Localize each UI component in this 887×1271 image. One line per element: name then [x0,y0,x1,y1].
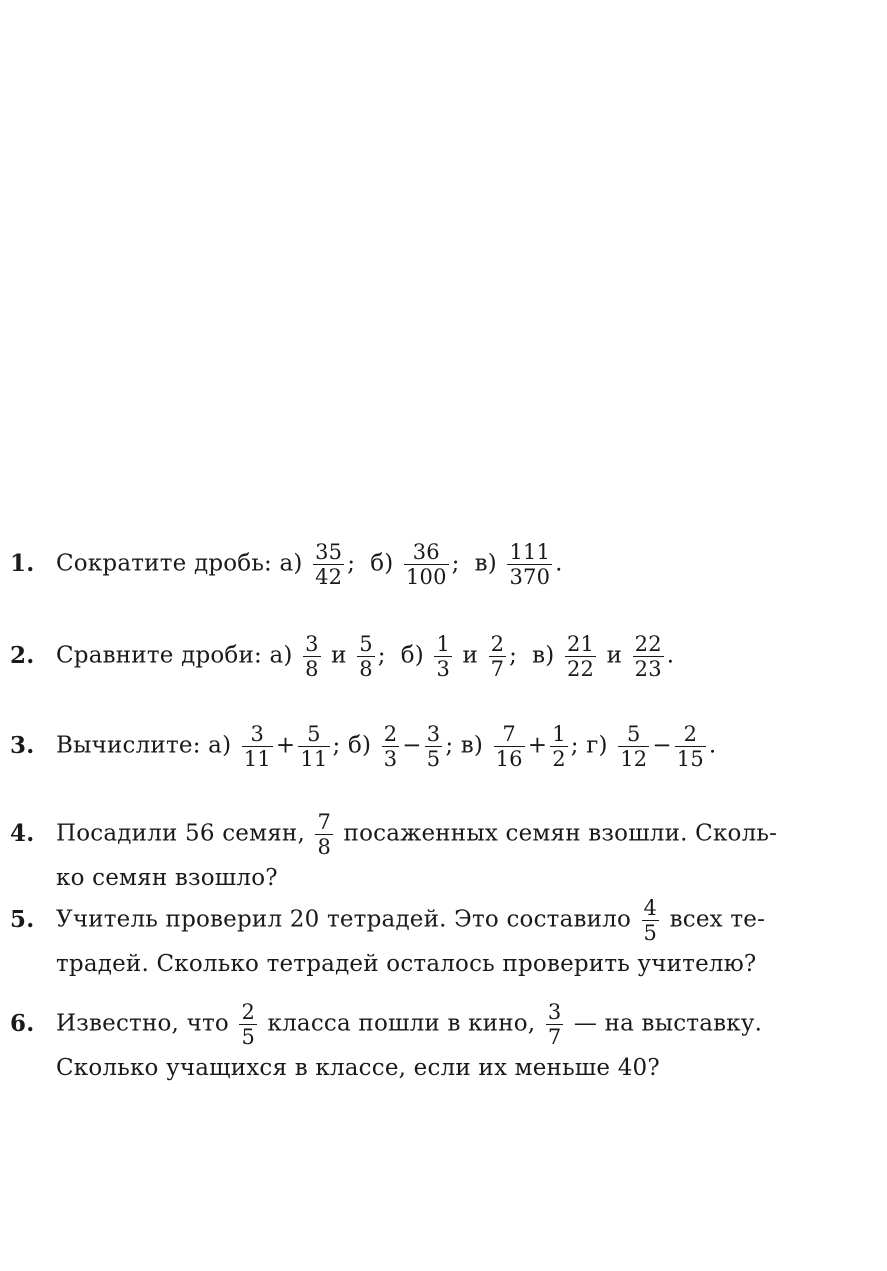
fraction-numerator: 35 [315,540,343,564]
fraction-numerator: 5 [618,722,649,747]
task-continuation: Сколько учащихся в классе, если их меньше 40? [56,1055,660,1081]
task-text: Сократите дробь: а) [56,550,311,577]
fraction-denominator: 16 [495,747,523,771]
fraction [239,1000,257,1049]
fraction-numerator: 7 [317,810,332,834]
fraction-denominator: 15 [676,747,704,771]
fraction-numerator: 21 [566,632,595,656]
task-continuation: традей. Сколько тетрадей осталось проверить учителю? [56,951,757,977]
fraction-numerator: 2 [241,1000,256,1024]
fraction [675,722,706,771]
fraction [489,632,507,681]
task-text: ; в) [451,550,505,577]
task-text: ; в) [509,642,562,669]
task-text: Учитель проверил 20 тетрадей. Это составило [56,906,639,933]
fraction [633,632,664,681]
task-line [10,1000,882,1049]
task-text: класса пошли в кино, [260,1010,543,1037]
fraction-denominator: 3 [383,747,398,771]
fraction-numerator: 111 [509,540,551,564]
task-6 [10,1000,882,1087]
fraction [565,632,596,681]
task-text: . [555,550,563,577]
task-3 [10,722,882,771]
fraction [507,540,552,589]
task-number: 1. [10,549,35,577]
task-text: всех те- [662,906,766,933]
task-text: Посадили 56 семян, [56,820,313,847]
task-number: 3. [10,731,35,759]
task-4 [10,810,882,897]
fraction-denominator: 42 [315,565,343,589]
task-text: − [402,732,422,759]
fraction-denominator: 7 [490,657,505,681]
fraction [494,722,525,771]
task-text: Сравните дроби: а) [56,642,301,669]
task-text: ; б) [377,642,432,669]
fraction-denominator: 370 [509,565,551,589]
task-text: ; б) [332,732,379,759]
task-text: − [652,732,672,759]
fraction [618,722,649,771]
task-text: + [275,732,296,759]
fraction-numerator: 5 [298,722,329,747]
fraction-numerator: 1 [552,722,566,746]
fraction [303,632,321,681]
fraction-numerator: 4 [643,896,658,920]
fraction-numerator: 5 [359,632,373,656]
fraction [550,722,568,771]
fraction-numerator: 3 [547,1000,562,1024]
fraction [404,540,449,589]
task-5 [10,896,882,983]
fraction-numerator: 3 [242,722,273,747]
fraction [315,810,333,859]
fraction-denominator: 7 [547,1025,562,1049]
fraction-numerator: 36 [404,540,449,565]
task-number: 2. [10,641,35,669]
fraction-denominator: 8 [359,657,373,681]
fraction-denominator: 11 [243,747,271,771]
fraction-numerator: 2 [383,722,398,746]
task-line [10,722,882,771]
fraction-denominator: 12 [620,747,648,771]
task-text: ; в) [445,732,491,759]
fraction [242,722,273,771]
task-text: Известно, что [56,1010,237,1037]
task-text: и [455,642,486,669]
fraction-numerator: 2 [490,632,505,656]
task-number: 4. [10,819,35,847]
fraction [434,632,452,681]
task-number: 6. [10,1009,35,1037]
fraction-numerator: 1 [436,632,451,656]
fraction [357,632,375,681]
fraction [642,896,660,945]
fraction-denominator: 5 [241,1025,256,1049]
fraction [425,722,443,771]
fraction-denominator: 23 [634,657,662,681]
fraction-denominator: 5 [426,747,441,771]
task-text: . [708,732,717,759]
fraction-denominator: 8 [305,657,319,681]
fraction-numerator: 7 [494,722,525,747]
fraction [546,1000,564,1049]
fraction [313,540,344,589]
task-text: + [527,732,548,759]
fraction-numerator: 3 [426,722,441,746]
fraction-numerator: 3 [305,632,319,656]
task-1 [10,540,882,589]
task-line [10,540,882,589]
fraction-denominator: 100 [405,565,447,589]
fraction-denominator: 3 [436,657,451,681]
task-text: и [323,642,355,669]
task-text: и [599,642,630,669]
task-line [10,896,882,945]
fraction-denominator: 11 [300,747,328,771]
task-text: ; г) [570,732,616,759]
fraction [382,722,400,771]
fraction-denominator: 2 [552,747,566,771]
task-text: посаженных семян взошли. Сколь- [336,820,778,847]
task-continuation: ко семян взошло? [56,865,278,891]
task-text: Вычислите: а) [56,732,239,759]
task-text: — на выставку. [566,1010,763,1037]
task-line [10,810,882,859]
fraction-numerator: 2 [675,722,706,747]
fraction-numerator: 22 [634,632,662,656]
task-text: ; б) [347,550,401,577]
task-line [10,632,882,681]
fraction-denominator: 22 [566,657,595,681]
task-2 [10,632,882,681]
task-text: . [666,642,675,669]
fraction-denominator: 8 [317,835,332,859]
fraction [298,722,329,771]
task-number: 5. [10,905,35,933]
fraction-denominator: 5 [643,921,658,945]
